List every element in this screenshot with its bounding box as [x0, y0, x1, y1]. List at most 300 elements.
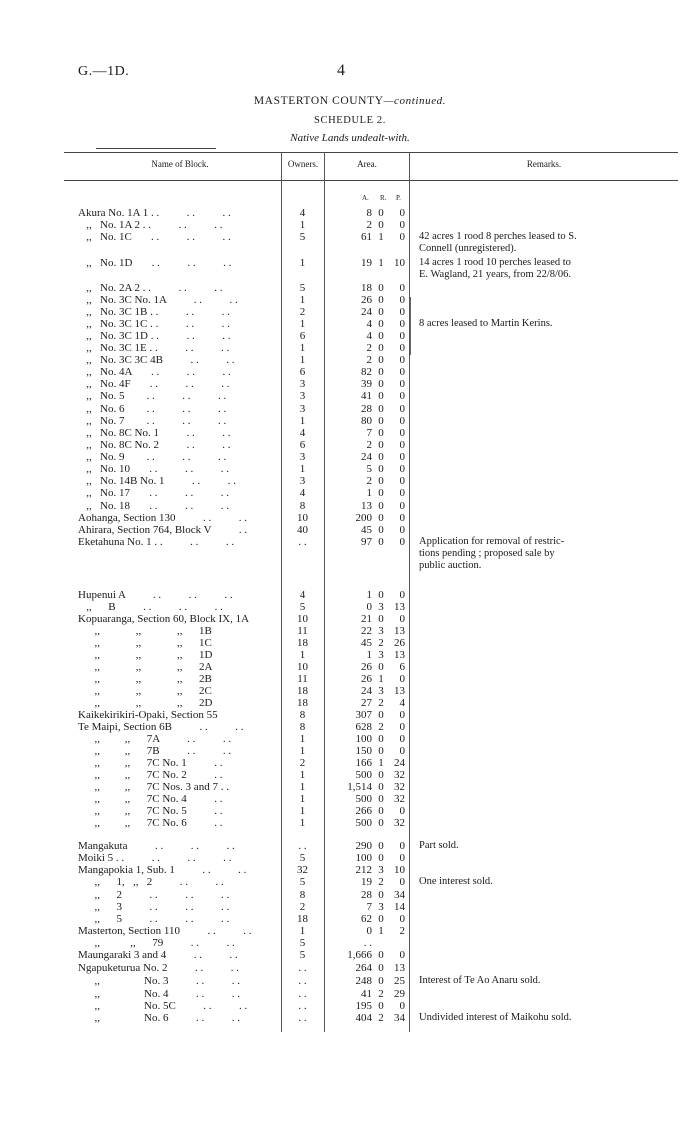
owners-count: 1 [299, 733, 306, 745]
area-perches: 14 [394, 901, 405, 913]
block-name: ,, No. 3C 1D . . . . . . [78, 330, 231, 342]
area-perches: 0 [399, 403, 405, 415]
table-row [0, 649, 700, 661]
table-row [0, 354, 700, 366]
area-roods: 0 [378, 282, 384, 294]
table-row [0, 805, 700, 817]
area-perches: 0 [399, 366, 405, 378]
owners-count: 1 [299, 318, 306, 330]
owners-count: 2 [299, 306, 306, 318]
block-name: ,, No. 1C . . . . . . [78, 231, 231, 243]
area-acres: 61 [361, 231, 372, 243]
table-row [0, 901, 700, 913]
owners-count: 5 [299, 949, 306, 961]
area-perches: 2 [399, 925, 405, 937]
owners-count: 8 [299, 709, 306, 721]
remarks-text: public auction. [419, 560, 482, 571]
area-acres: 1,514 [347, 781, 372, 793]
block-name: ,, 3 . . . . . . [78, 901, 230, 913]
table-row [0, 451, 700, 463]
area-roods: 0 [378, 733, 384, 745]
area-roods: 2 [378, 876, 384, 888]
area-perches: 0 [399, 721, 405, 733]
owners-count: 6 [299, 330, 306, 342]
area-acres: 26 [361, 673, 372, 685]
area-perches: 0 [399, 451, 405, 463]
block-name: ,, No. 3C 1C . . . . . . [78, 318, 230, 330]
owners-count: 18 [297, 913, 308, 925]
area-roods: 0 [378, 219, 384, 231]
area-roods: 0 [378, 817, 384, 829]
owners-count: 3 [299, 403, 306, 415]
table-row [0, 439, 700, 451]
area-perches: 0 [399, 805, 405, 817]
block-name: ,, ,, 7C No. 5 . . [78, 805, 223, 817]
table-row [0, 709, 700, 721]
area-acres: 500 [355, 769, 372, 781]
area-perches: 0 [399, 354, 405, 366]
table-row [0, 817, 700, 829]
area-acres: 13 [361, 500, 372, 512]
table-header-rule [64, 180, 678, 181]
area-roods: 0 [378, 207, 384, 219]
table-row [0, 390, 700, 402]
table-row [0, 864, 700, 876]
block-name: Hupenui A . . . . . . [78, 589, 233, 601]
table-row [0, 937, 700, 949]
area-acres: 4 [366, 330, 372, 342]
area-perches: 13 [394, 649, 405, 661]
area-acres: 18 [361, 282, 372, 294]
area-roods: 0 [378, 661, 384, 673]
unit-acres: A. [362, 194, 369, 202]
remarks-text: Part sold. [419, 840, 459, 851]
area-roods: 0 [378, 524, 384, 536]
area-acres: 290 [355, 840, 372, 852]
area-roods: 2 [378, 721, 384, 733]
block-name: ,, No. 2A 2 . . . . . . [78, 282, 223, 294]
block-name: ,, ,, ,, 2C [78, 685, 212, 697]
title-text: MASTERTON COUNTY [253, 95, 384, 107]
area-roods: 0 [378, 589, 384, 601]
owners-count: 1 [299, 805, 306, 817]
area-perches: 24 [394, 757, 405, 769]
area-acres: 628 [355, 721, 372, 733]
area-roods: 0 [378, 415, 384, 427]
owners-count: 5 [299, 601, 306, 613]
area-acres: 19 [361, 876, 372, 888]
owners-count: 8 [299, 721, 306, 733]
area-perches: 32 [394, 769, 405, 781]
area-roods: 0 [378, 889, 384, 901]
table-row [0, 769, 700, 781]
block-name: ,, No. 5C . . . . [78, 1000, 248, 1012]
owners-count: 5 [299, 282, 306, 294]
area-roods: 2 [378, 988, 384, 1000]
table-row [0, 685, 700, 697]
owners-count: 10 [297, 661, 308, 673]
area-acres: 248 [355, 975, 372, 987]
area-roods: 0 [378, 403, 384, 415]
table-row [0, 257, 700, 269]
owners-count: 4 [299, 487, 306, 499]
owners-count: . . [298, 962, 307, 974]
table-row [0, 548, 700, 560]
block-name: ,, No. 8C No. 1 . . . . [78, 427, 231, 439]
block-name: ,, No. 4A . . . . . . [78, 366, 231, 378]
area-roods: 0 [378, 793, 384, 805]
area-acres: 500 [355, 817, 372, 829]
area-perches: 0 [399, 949, 405, 961]
area-roods: 1 [378, 673, 384, 685]
table-row [0, 601, 700, 613]
area-perches: 0 [399, 524, 405, 536]
area-roods: 0 [378, 949, 384, 961]
table-row [0, 852, 700, 864]
area-perches: 29 [394, 988, 405, 1000]
column-header-area: Area. [357, 159, 377, 169]
area-perches: 0 [399, 536, 405, 548]
area-acres: 26 [361, 294, 372, 306]
owners-count: 5 [299, 231, 306, 243]
table-row [0, 962, 700, 974]
area-perches: 0 [399, 1000, 405, 1012]
table-row [0, 306, 700, 318]
owners-count: 1 [299, 415, 306, 427]
area-roods: 0 [378, 330, 384, 342]
area-roods: 3 [378, 625, 384, 637]
area-roods: 1 [378, 257, 384, 269]
area-perches: 0 [399, 876, 405, 888]
area-perches: 34 [394, 889, 405, 901]
table-row [0, 913, 700, 925]
area-acres: 24 [361, 306, 372, 318]
table-row [0, 876, 700, 888]
area-perches: 0 [399, 306, 405, 318]
owners-count: 32 [297, 864, 308, 876]
table-row [0, 366, 700, 378]
block-name: ,, No. 6 . . . . . . [78, 403, 227, 415]
area-acres: 62 [361, 913, 372, 925]
area-roods: 0 [378, 475, 384, 487]
table-row [0, 757, 700, 769]
remarks-text: 14 acres 1 rood 10 perches leased to [419, 257, 571, 268]
table-row [0, 512, 700, 524]
area-acres: 200 [355, 512, 372, 524]
owners-count: 1 [299, 463, 306, 475]
table-row [0, 925, 700, 937]
table-row [0, 243, 700, 255]
block-name: ,, No. 4F . . . . . . [78, 378, 230, 390]
table-row [0, 403, 700, 415]
owners-count: 1 [299, 925, 306, 937]
owners-count: 2 [299, 757, 306, 769]
area-acres: 2 [366, 342, 372, 354]
area-perches: 0 [399, 589, 405, 601]
owners-count: 1 [299, 745, 306, 757]
table-row [0, 524, 700, 536]
area-perches: 0 [399, 207, 405, 219]
area-acres: 1 [366, 487, 372, 499]
area-perches: 0 [399, 709, 405, 721]
owners-count: 40 [297, 524, 308, 536]
block-name: Kaikekirikiri-Opaki, Section 55 [78, 709, 218, 721]
area-roods: 0 [378, 427, 384, 439]
owners-count: . . [298, 1000, 307, 1012]
remarks-text: 42 acres 1 rood 8 perches leased to S. [419, 231, 577, 242]
area-acres: 266 [355, 805, 372, 817]
owners-count: 1 [299, 817, 306, 829]
area-perches: 13 [394, 625, 405, 637]
owners-count: 5 [299, 852, 306, 864]
block-name: ,, No. 5 . . . . . . [78, 390, 227, 402]
area-acres: 39 [361, 378, 372, 390]
area-roods: 0 [378, 536, 384, 548]
owners-count: 3 [299, 475, 306, 487]
area-perches: 25 [394, 975, 405, 987]
area-roods: 0 [378, 781, 384, 793]
table-row [0, 975, 700, 987]
block-name: ,, 5 . . . . . . [78, 913, 230, 925]
area-roods: 0 [378, 378, 384, 390]
area-roods: 0 [378, 769, 384, 781]
table-row [0, 661, 700, 673]
remarks-text: Undivided interest of Maikohu sold. [419, 1012, 572, 1023]
block-name: ,, ,, 7B . . . . [78, 745, 232, 757]
block-name: ,, No. 6 . . . . [78, 1012, 240, 1024]
owners-count: 6 [299, 439, 306, 451]
table-row [0, 625, 700, 637]
block-name: ,, ,, 7A . . . . [78, 733, 232, 745]
table-row [0, 269, 700, 281]
block-name: ,, No. 17 . . . . . . [78, 487, 229, 499]
area-roods: 0 [378, 500, 384, 512]
unit-roods: R. [380, 194, 387, 202]
owners-count: 1 [299, 354, 306, 366]
area-perches: 0 [399, 475, 405, 487]
block-name: ,, No. 3C 3C 4B . . . . [78, 354, 235, 366]
area-perches: 0 [399, 745, 405, 757]
area-acres: 45 [361, 524, 372, 536]
block-name: ,, No. 9 . . . . . . [78, 451, 227, 463]
table-row [0, 697, 700, 709]
block-name: ,, No. 18 . . . . . . [78, 500, 229, 512]
block-name: ,, B . . . . . . [78, 601, 223, 613]
table-row [0, 487, 700, 499]
area-perches: 10 [394, 864, 405, 876]
area-perches: 0 [399, 852, 405, 864]
owners-count: 10 [297, 512, 308, 524]
table-row [0, 475, 700, 487]
owners-count: 3 [299, 451, 306, 463]
area-roods: 0 [378, 306, 384, 318]
block-name: ,, No. 14B No. 1 . . . . [78, 475, 236, 487]
block-name: ,, 2 . . . . . . [78, 889, 230, 901]
table-row [0, 781, 700, 793]
table-row [0, 793, 700, 805]
remarks-text: Interest of Te Ao Anaru sold. [419, 975, 541, 986]
area-acres: 22 [361, 625, 372, 637]
table-row [0, 589, 700, 601]
block-name: ,, ,, 79 . . . . [78, 937, 235, 949]
area-roods: 2 [378, 637, 384, 649]
schedule-heading: SCHEDULE 2. [314, 115, 386, 126]
area-acres: 264 [355, 962, 372, 974]
owners-count: . . [298, 536, 307, 548]
area-roods: 0 [378, 354, 384, 366]
owners-count: 1 [299, 649, 306, 661]
area-perches: 32 [394, 793, 405, 805]
area-perches: 0 [399, 840, 405, 852]
remarks-text: 8 acres leased to Martin Kerins. [419, 318, 553, 329]
area-acres: 41 [361, 390, 372, 402]
table-row [0, 733, 700, 745]
block-name: Masterton, Section 110 . . . . [78, 925, 252, 937]
area-roods: 0 [378, 840, 384, 852]
block-name: Eketahuna No. 1 . . . . . . [78, 536, 235, 548]
area-acres: 500 [355, 793, 372, 805]
owners-count: 3 [299, 390, 306, 402]
block-name: Moiki 5 . . . . . . . . [78, 852, 232, 864]
area-acres: 28 [361, 403, 372, 415]
area-roods: 3 [378, 685, 384, 697]
area-acres: 24 [361, 685, 372, 697]
owners-count: 10 [297, 613, 308, 625]
column-header-name: Name of Block. [151, 159, 209, 169]
area-roods: 0 [378, 439, 384, 451]
owners-count: 3 [299, 378, 306, 390]
area-acres: 4 [366, 318, 372, 330]
table-row [0, 207, 700, 219]
area-perches: 32 [394, 817, 405, 829]
block-name: Mangakuta . . . . . . [78, 840, 235, 852]
area-roods: 1 [378, 231, 384, 243]
owners-count: . . [298, 1012, 307, 1024]
table-row [0, 721, 700, 733]
table-row [0, 1000, 700, 1012]
area-perches: 0 [399, 294, 405, 306]
area-roods: 0 [378, 366, 384, 378]
area-perches: 13 [394, 962, 405, 974]
area-perches: 32 [394, 781, 405, 793]
block-name: Te Maipi, Section 6B . . . . [78, 721, 244, 733]
area-acres: 195 [355, 1000, 372, 1012]
area-acres: 24 [361, 451, 372, 463]
area-perches: 0 [399, 282, 405, 294]
remarks-text: One interest sold. [419, 876, 493, 887]
block-name: Ngapuketurua No. 2 . . . . [78, 962, 240, 974]
owners-count: 18 [297, 685, 308, 697]
owners-count: 11 [297, 625, 308, 637]
owners-count: 18 [297, 637, 308, 649]
area-acres: 0 [366, 601, 372, 613]
area-roods: 0 [378, 913, 384, 925]
table-row [0, 415, 700, 427]
table-row [0, 1012, 700, 1024]
area-perches: 13 [394, 685, 405, 697]
owners-count: 1 [299, 342, 306, 354]
area-roods: 3 [378, 601, 384, 613]
block-name: ,, ,, ,, 1C [78, 637, 212, 649]
owners-count: . . [298, 975, 307, 987]
area-roods: 0 [378, 487, 384, 499]
area-roods: 0 [378, 805, 384, 817]
owners-count: 5 [299, 876, 306, 888]
area-perches: 0 [399, 318, 405, 330]
block-name: ,, ,, 7C No. 2 . . [78, 769, 223, 781]
area-acres: 21 [361, 613, 372, 625]
area-roods: 1 [378, 925, 384, 937]
area-roods: 0 [378, 390, 384, 402]
area-roods: 0 [378, 962, 384, 974]
table-row [0, 427, 700, 439]
area-acres: 0 [366, 925, 372, 937]
area-perches: 6 [399, 661, 405, 673]
area-perches: 0 [399, 390, 405, 402]
owners-count: 11 [297, 673, 308, 685]
area-acres: 41 [361, 988, 372, 1000]
area-perches: 0 [399, 913, 405, 925]
area-acres: 82 [361, 366, 372, 378]
area-roods: 0 [378, 451, 384, 463]
owners-count: 2 [299, 901, 306, 913]
block-name: ,, ,, ,, 2D [78, 697, 213, 709]
area-perches: 4 [399, 697, 405, 709]
owners-count: 4 [299, 427, 306, 439]
area-acres: 100 [355, 852, 372, 864]
table-row [0, 988, 700, 1000]
area-acres: 97 [361, 536, 372, 548]
owners-count: 8 [299, 500, 306, 512]
area-acres: 45 [361, 637, 372, 649]
block-name: ,, ,, 7C No. 1 . . [78, 757, 223, 769]
owners-count: 4 [299, 589, 306, 601]
area-perches: 0 [399, 415, 405, 427]
table-row [0, 294, 700, 306]
owners-count: 1 [299, 769, 306, 781]
area-perches: 0 [399, 342, 405, 354]
area-acres: 100 [355, 733, 372, 745]
title-continued: —continued. [383, 95, 447, 107]
table-subtitle: Native Lands undealt-with. [290, 132, 410, 144]
area-perches: 0 [399, 330, 405, 342]
area-acres: 26 [361, 661, 372, 673]
area-perches: 0 [399, 512, 405, 524]
area-acres: 1 [366, 589, 372, 601]
area-acres: 7 [366, 427, 372, 439]
area-acres: 5 [366, 463, 372, 475]
remarks-text: tions pending ; proposed sale by [419, 548, 555, 559]
area-roods: 0 [378, 709, 384, 721]
remarks-text: Connell (unregistered). [419, 243, 517, 254]
table-row [0, 342, 700, 354]
block-name: ,, ,, 7C No. 4 . . [78, 793, 223, 805]
block-name: ,, No. 3C 1B . . . . . . [78, 306, 230, 318]
area-perches: 0 [399, 378, 405, 390]
block-name: ,, No. 10 . . . . . . [78, 463, 229, 475]
block-name: Mangapokia 1, Sub. 1 . . . . [78, 864, 247, 876]
owners-count: 4 [299, 207, 306, 219]
table-row [0, 463, 700, 475]
area-acres: 166 [355, 757, 372, 769]
unit-perches: P. [396, 194, 401, 202]
table-row [0, 231, 700, 243]
page-title [0, 95, 700, 107]
owners-count: 1 [299, 793, 306, 805]
area-acres: . . [363, 937, 372, 949]
block-name: Akura No. 1A 1 . . . . . . [78, 207, 231, 219]
table-row [0, 536, 700, 548]
